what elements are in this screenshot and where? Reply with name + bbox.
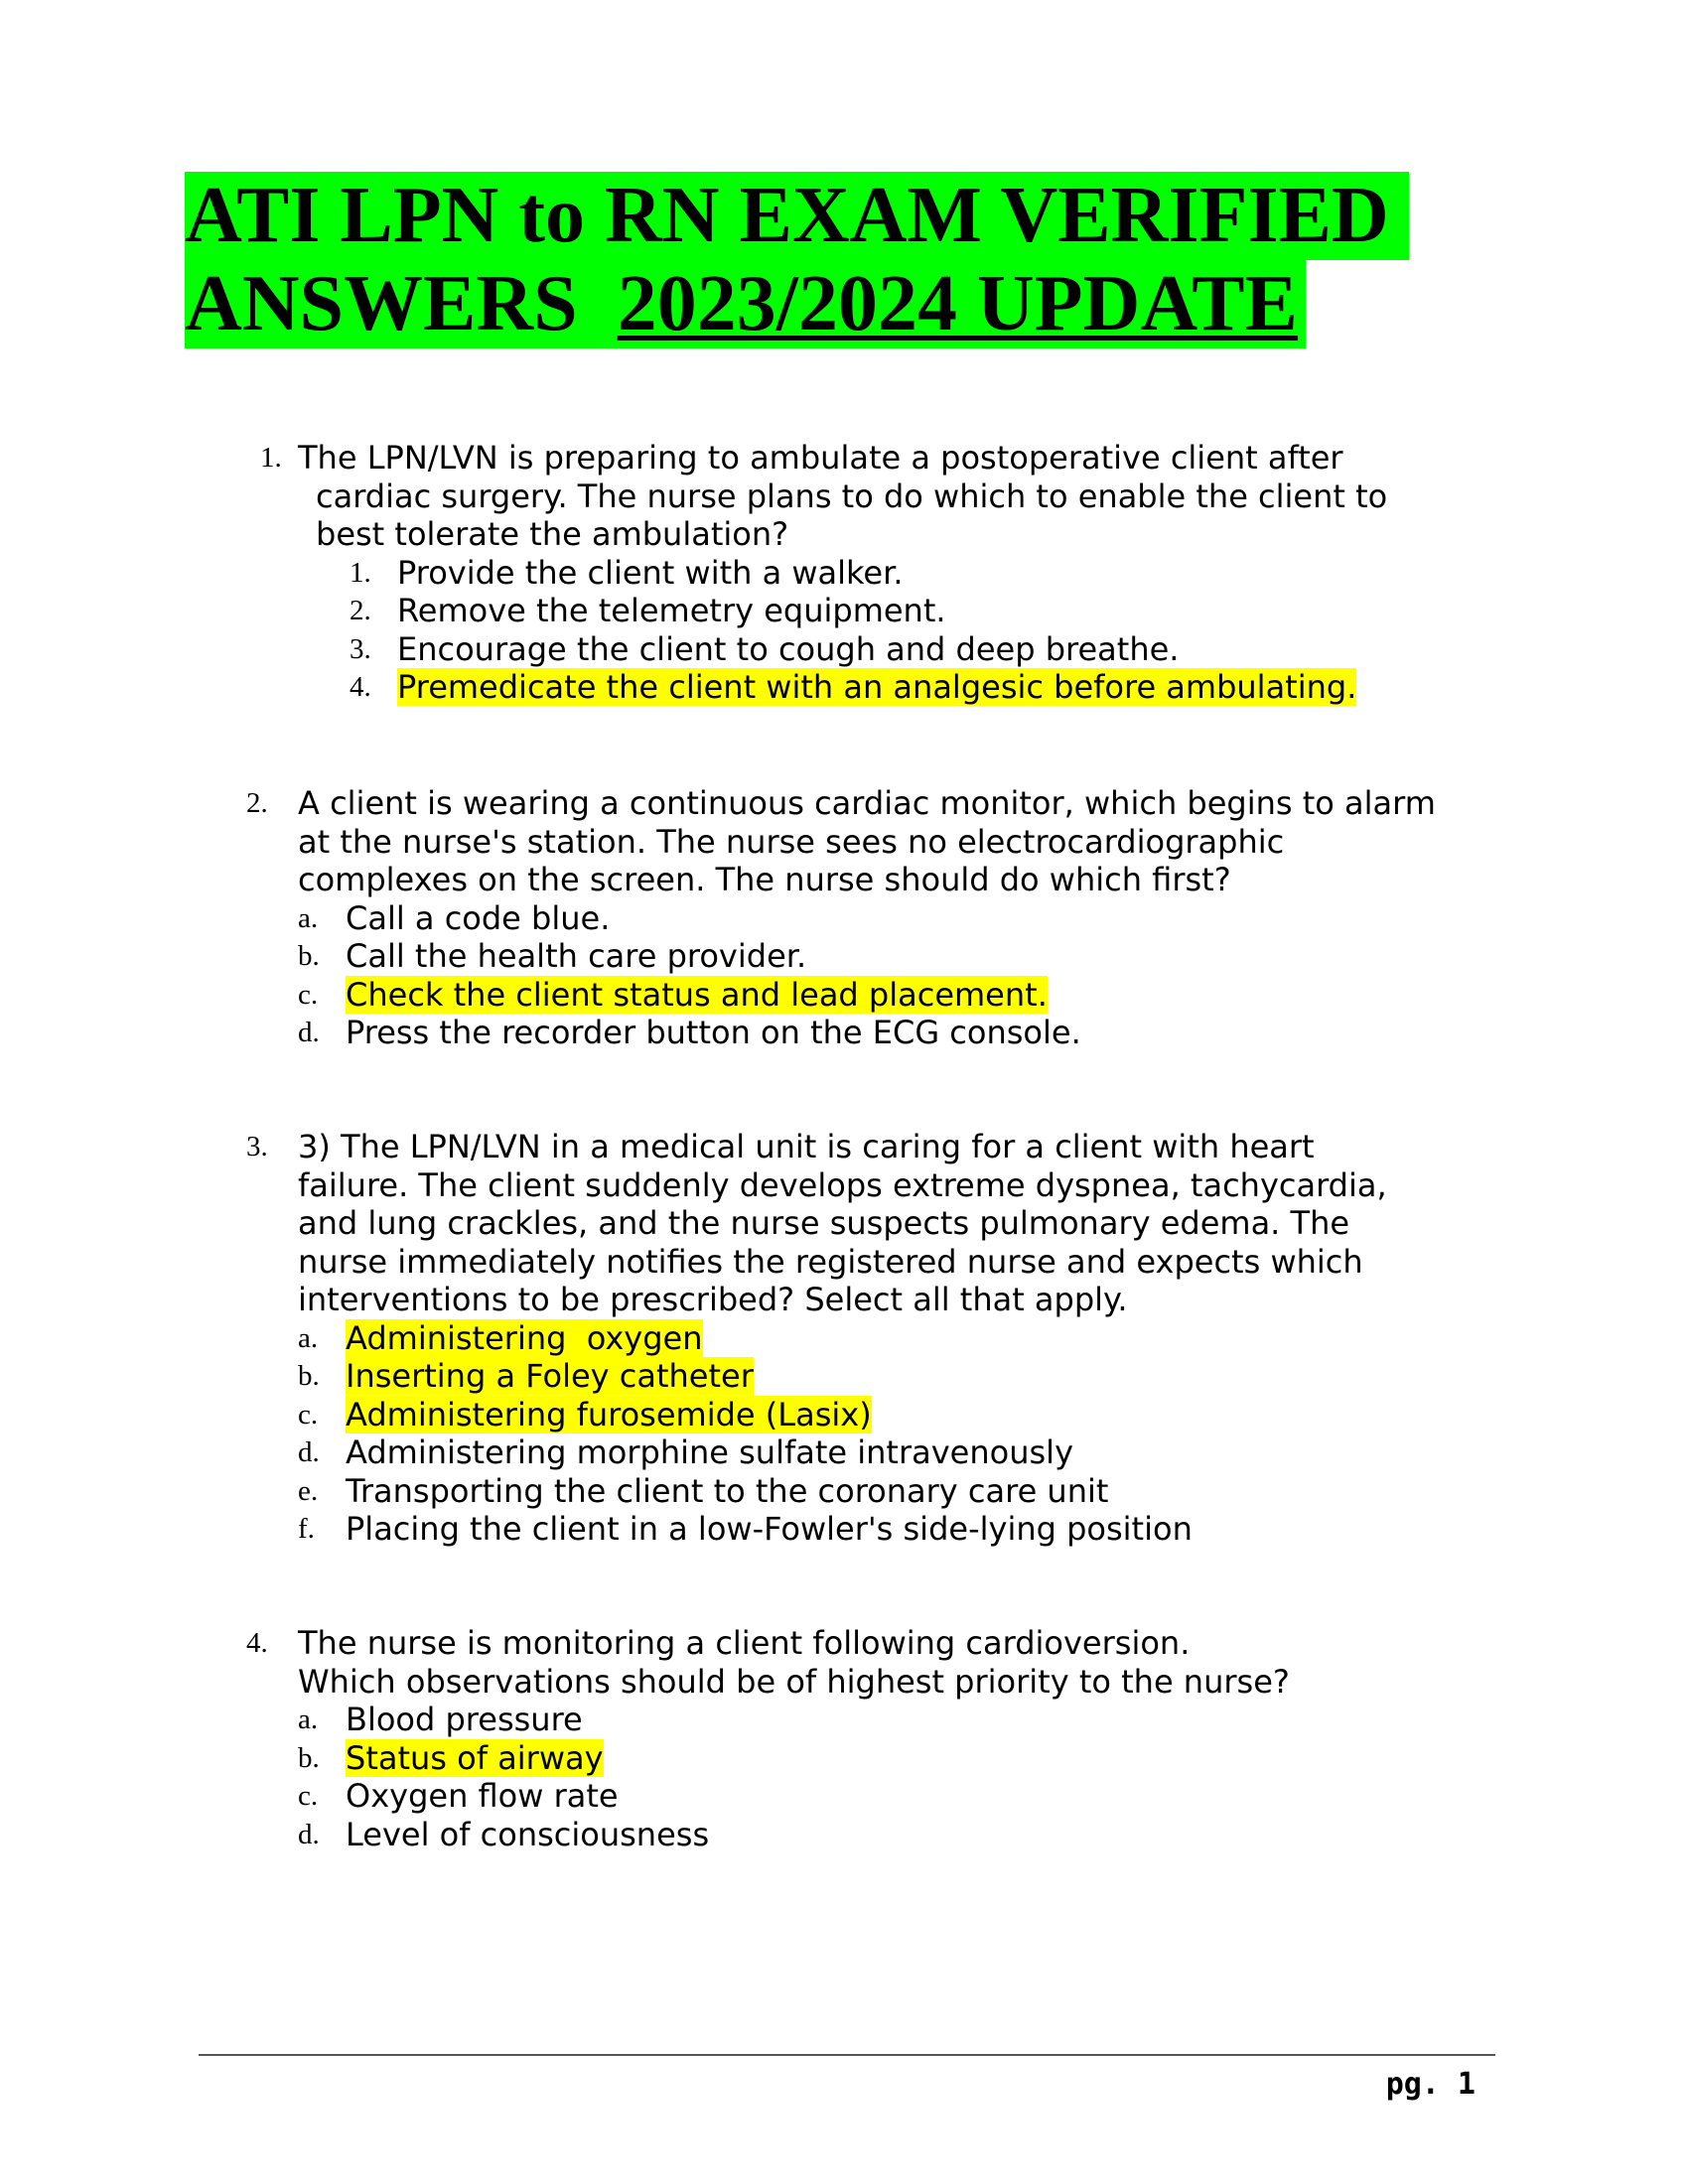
question-text-line: failure. The client suddenly develops extreme dyspnea, tachycardia, [298, 1165, 1387, 1204]
title-line-1: ATI LPN to RN EXAM VERIFIED [185, 172, 1409, 260]
option-text: Call a code blue. [346, 898, 611, 937]
option-marker: 1. [350, 556, 371, 589]
option-marker: d. [298, 1017, 320, 1048]
option-text-highlighted: Administering furosemide (Lasix) [346, 1395, 872, 1433]
option-marker: a. [298, 1704, 319, 1735]
answer-option-correct [298, 1395, 1537, 1434]
question-text-line: at the nurse's station. The nurse sees no electrocardiographic [298, 822, 1285, 861]
question-text-line: cardiac surgery. The nurse plans to do which to enable the client to [316, 477, 1388, 515]
question-text [298, 1128, 1537, 1319]
option-marker: 4. [350, 671, 371, 703]
option-text: Transporting the client to the coronary care unit [346, 1471, 1109, 1510]
question-text [298, 784, 1537, 899]
answer-option-correct [298, 975, 1537, 1015]
answer-option [350, 592, 1551, 630]
question-1 [260, 439, 1551, 707]
question-text-line: nurse immediately notifies the registered nurse and expects which [298, 1242, 1363, 1281]
question-text-line: 3) The LPN/LVN in a medical unit is caring for a client with heart [298, 1128, 1315, 1165]
question-3 [246, 1128, 1537, 1549]
answer-options [246, 899, 1537, 1052]
answer-option [298, 1014, 1537, 1052]
option-marker: a. [298, 1321, 319, 1354]
answer-option [298, 1510, 1537, 1549]
option-text: Provide the client with a walker. [397, 553, 904, 592]
question-number: 2. [246, 787, 268, 819]
option-text: Remove the telemetry equipment. [397, 592, 946, 629]
answer-option-correct [298, 1738, 1537, 1778]
option-text-highlighted: Check the client status and lead placement. [346, 975, 1048, 1014]
document-title [185, 172, 1409, 348]
answer-option [298, 898, 1537, 938]
question-text-line: complexes on the screen. The nurse should do which first? [298, 861, 1231, 898]
option-marker: a. [298, 901, 319, 934]
question-text-line: The nurse is monitoring a client following cardioversion. [298, 1624, 1191, 1662]
option-text: Placing the client in a low-Fowler's side-lying position [346, 1510, 1193, 1548]
option-marker: d. [298, 1436, 320, 1468]
question-number: 3. [246, 1131, 268, 1162]
option-marker: b. [298, 940, 320, 972]
option-text: Level of consciousness [346, 1815, 710, 1853]
answer-option-correct [298, 1357, 1537, 1396]
answer-option [350, 553, 1551, 593]
option-text: Blood pressure [346, 1701, 583, 1738]
option-marker: d. [298, 1818, 320, 1850]
answer-options [260, 554, 1551, 707]
answer-option [350, 629, 1551, 669]
answer-option-correct [350, 668, 1551, 707]
title-year-update: 2023/2024 UPDATE [617, 260, 1298, 347]
title-line-2-text: ANSWERS [185, 260, 618, 347]
title-line-2 [185, 260, 1306, 348]
page-number: pg. 1 [1385, 2067, 1476, 2102]
question-text-line: A client is wearing a continuous cardiac monitor, which begins to alarm [298, 784, 1436, 822]
option-marker: b. [298, 1741, 320, 1774]
footer-divider [199, 2054, 1495, 2056]
question-2 [246, 784, 1537, 1052]
answer-option [298, 1777, 1537, 1816]
option-marker: c. [298, 978, 319, 1011]
option-text-highlighted: Status of airway [346, 1738, 604, 1777]
question-text-line: interventions to be prescribed? Select all that apply. [298, 1281, 1128, 1318]
question-text-line: and lung crackles, and the nurse suspects pulmonary edema. The [298, 1204, 1350, 1242]
answer-option-correct [298, 1318, 1537, 1358]
answer-options [246, 1701, 1537, 1853]
option-marker: c. [298, 1780, 319, 1812]
question-text-line: best tolerate the ambulation? [316, 515, 789, 553]
option-marker: b. [298, 1360, 320, 1392]
question-number: 4. [246, 1627, 268, 1659]
question-text-line: Which observations should be of highest priority to the nurse? [298, 1662, 1290, 1701]
question-4 [246, 1624, 1537, 1853]
option-marker: 3. [350, 632, 371, 665]
question-text-line: The LPN/LVN is preparing to ambulate a postoperative client after [298, 439, 1343, 477]
question-number: 1. [260, 442, 282, 474]
option-text: Encourage the client to cough and deep breathe. [397, 629, 1180, 668]
answer-option [298, 1701, 1537, 1739]
option-text-highlighted: Inserting a Foley catheter [346, 1357, 754, 1395]
option-marker: 2. [350, 595, 371, 626]
option-marker: f. [298, 1513, 315, 1545]
answer-option [298, 1815, 1537, 1854]
option-text: Call the health care provider. [346, 937, 807, 975]
option-text-highlighted: Administering oxygen [346, 1318, 703, 1357]
option-text-highlighted: Premedicate the client with an analgesic before ambulating. [397, 668, 1357, 706]
answer-options [246, 1319, 1537, 1549]
option-marker: c. [298, 1398, 319, 1431]
question-text [298, 439, 1551, 554]
option-marker: e. [298, 1474, 319, 1507]
option-text: Press the recorder button on the ECG console. [346, 1014, 1081, 1051]
question-text [298, 1624, 1537, 1701]
answer-option [298, 1433, 1537, 1472]
answer-option [298, 1471, 1537, 1511]
answer-option [298, 937, 1537, 976]
option-text: Oxygen flow rate [346, 1777, 619, 1815]
option-text: Administering morphine sulfate intravenously [346, 1433, 1073, 1471]
